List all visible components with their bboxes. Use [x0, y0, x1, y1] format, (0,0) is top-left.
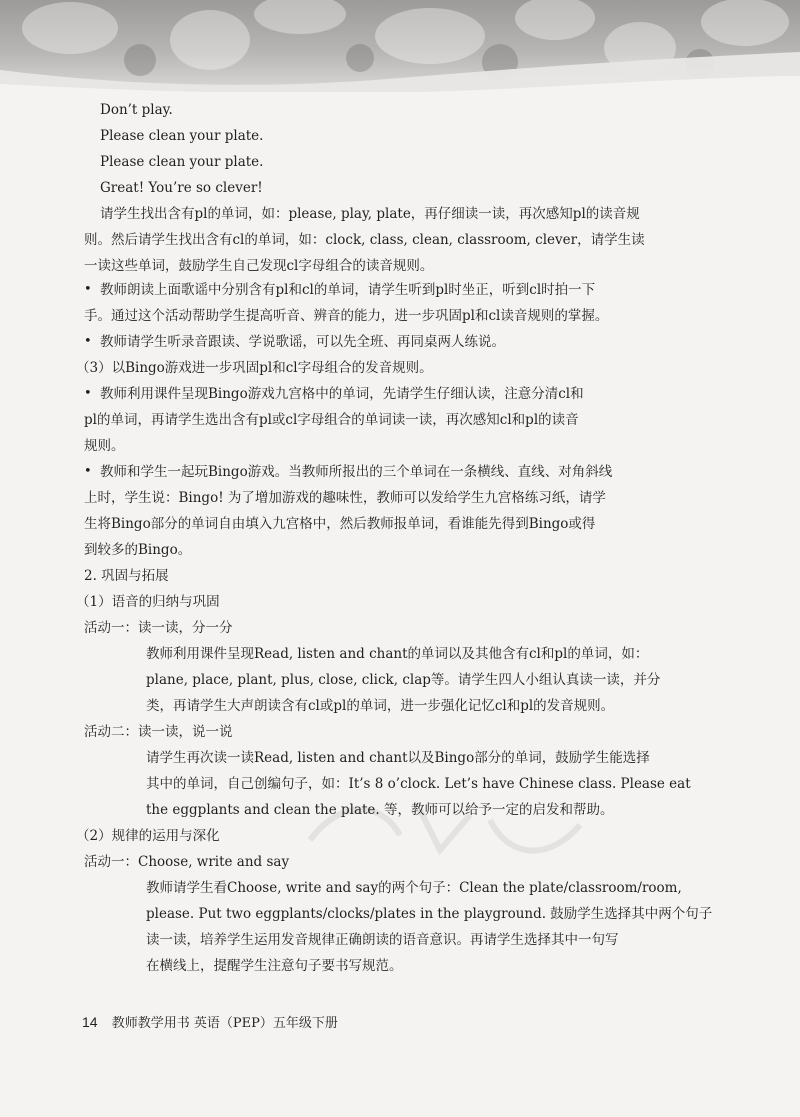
subsection-heading: （2）规律的运用与深化: [76, 828, 220, 844]
dialog-line: Great! You’re so clever!: [100, 180, 263, 196]
bullet-icon: •: [84, 386, 92, 401]
activity-text: 在横线上，提醒学生注意句子要书写规范。: [146, 958, 403, 974]
bullet-text: 规则。: [84, 438, 125, 454]
activity-text: 教师利用课件呈现Read, listen and chant的单词以及其他含有cl和pl的单词，如：: [146, 646, 649, 662]
bullet-text: 教师利用课件呈现Bingo游戏九宫格中的单词，先请学生仔细认读，注意分清cl和: [100, 386, 584, 402]
bullet-icon: •: [84, 282, 92, 297]
section-heading: （3）以Bingo游戏进一步巩固pl和cl字母组合的发音规则。: [76, 360, 433, 376]
bullet-text: 上时，学生说：Bingo! 为了增加游戏的趣味性，教师可以发给学生九宫格练习纸，请学: [84, 490, 606, 506]
activity-text: please. Put two eggplants/clocks/plates in the playground. 鼓励学生选择其中两个句子: [146, 906, 713, 922]
page-footer: [82, 1012, 338, 1034]
activity-text: the eggplants and clean the plate. 等，教师可以给予一定的启发和帮助。: [146, 802, 614, 818]
activity-label: 活动一：Choose, write and say: [84, 854, 290, 870]
intro-paragraph-line: 则。然后请学生找出含有cl的单词，如：clock, class, clean, classroom, clever，请学生读: [84, 232, 645, 248]
book-title: 教师教学用书 英语（PEP）五年级下册: [111, 1016, 338, 1031]
dialog-line: Please clean your plate.: [100, 154, 264, 170]
intro-paragraph-line: 一读这些单词，鼓励学生自己发现cl字母组合的读音规则。: [84, 258, 434, 274]
activity-text: 请学生再次读一读Read, listen and chant以及Bingo部分的单词，鼓励学生能选择: [146, 750, 650, 766]
bullet-text: 教师朗读上面歌谣中分别含有pl和cl的单词，请学生听到pl时坐正，听到cl时拍一下: [100, 282, 596, 298]
dialog-line: Please clean your plate.: [100, 128, 264, 144]
activity-text: 其中的单词，自己创编句子，如：It’s 8 o’clock. Let’s have Chinese class. Please eat: [146, 776, 691, 792]
activity-label: 活动一：读一读，分一分: [84, 620, 233, 636]
activity-text: 教师请学生看Choose, write and say的两个句子：Clean the plate/classroom/room,: [146, 880, 682, 896]
intro-paragraph-line: 请学生找出含有pl的单词，如：please, play, plate，再仔细读一读，再次感知pl的读音规: [100, 206, 640, 222]
activity-text: plane, place, plant, plus, close, click, clap等。请学生四人小组认真读一读，并分: [146, 672, 661, 688]
activity-text: 读一读，培养学生运用发音规律正确朗读的语音意识。再请学生选择其中一句写: [146, 932, 619, 948]
bullet-text: 教师请学生听录音跟读、学说歌谣，可以先全班、再同桌两人练说。: [100, 334, 505, 350]
bullet-text: 到较多的Bingo。: [84, 542, 192, 558]
dialog-line: Don’t play.: [100, 102, 173, 118]
page-number: 14: [82, 1014, 98, 1030]
bullet-text: 教师和学生一起玩Bingo游戏。当教师所报出的三个单词在一条横线、直线、对角斜线: [100, 464, 613, 480]
subsection-heading: （1）语音的归纳与巩固: [76, 594, 220, 610]
bullet-icon: •: [84, 334, 92, 349]
bullet-text: 手。通过这个活动帮助学生提高听音、辨音的能力，进一步巩固pl和cl读音规则的掌握。: [84, 308, 609, 324]
activity-text: 类，再请学生大声朗读含有cl或pl的单词，进一步强化记忆cl和pl的发音规则。: [146, 698, 615, 714]
section-heading: 2. 巩固与拓展: [84, 568, 169, 584]
bullet-text: pl的单词，再请学生选出含有pl或cl字母组合的单词读一读，再次感知cl和pl的读音: [84, 412, 579, 428]
activity-label: 活动二：读一读，说一说: [84, 724, 233, 740]
bullet-icon: •: [84, 464, 92, 479]
bullet-text: 生将Bingo部分的单词自由填入九宫格中，然后教师报单词，看谁能先得到Bingo或得: [84, 516, 596, 532]
